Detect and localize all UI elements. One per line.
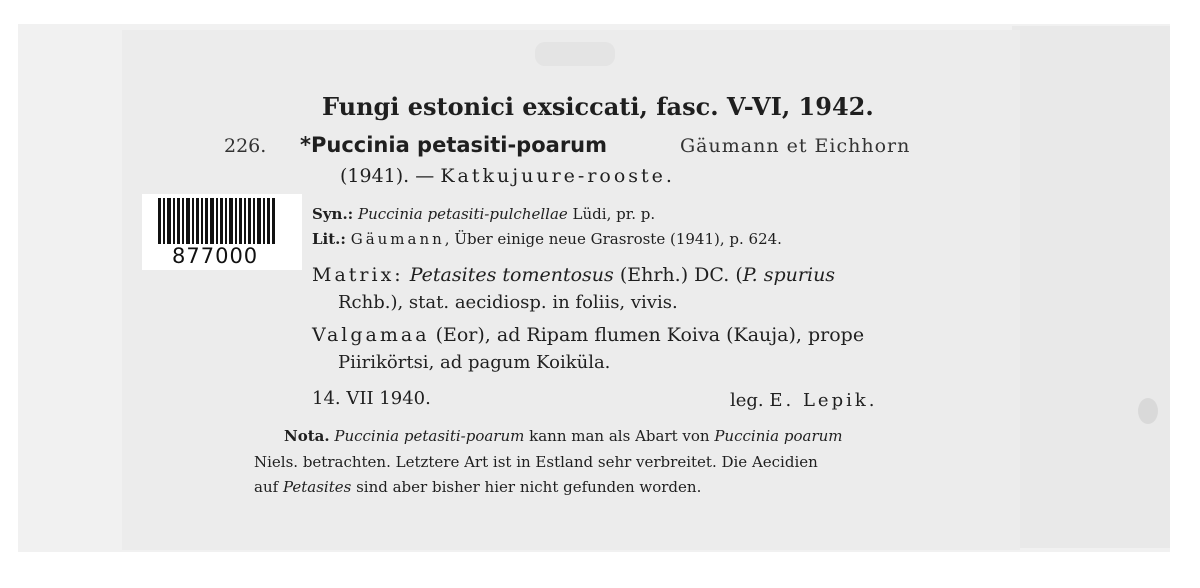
species-authors: Gäumann et Eichhorn bbox=[680, 135, 911, 157]
year-common-name: (1941). — Katkujuure-rooste. bbox=[340, 165, 675, 187]
barcode-number: 877000 bbox=[172, 244, 259, 268]
collection-date: 14. VII 1940. bbox=[312, 388, 431, 409]
locality-line: Valgamaa (Eor), ad Ripam flumen Koiva (Kauja), prope bbox=[312, 324, 865, 346]
barcode-label bbox=[142, 194, 302, 270]
synonym-line: Syn.: Puccinia petasiti-pulchellae Lüdi, pr. p. bbox=[312, 205, 656, 223]
literature-line: Lit.: Gäumann, Über einige neue Grasroste (1941), p. 624. bbox=[312, 230, 782, 248]
exsiccata-number: 226. bbox=[224, 135, 267, 157]
note-line-2: Niels. betrachten. Letztere Art ist in Estland sehr verbreitet. Die Aecidien bbox=[254, 453, 818, 471]
matrix-line: Matrix: Petasites tomentosus (Ehrh.) DC. (P. spurius bbox=[312, 264, 836, 286]
barcode-icon bbox=[158, 198, 277, 244]
paper-speck bbox=[1138, 398, 1158, 424]
species-name: *Puccinia petasiti-poarum bbox=[300, 133, 608, 157]
sheet-edge bbox=[1012, 26, 1170, 548]
label-title: Fungi estonici exsiccati, fasc. V-VI, 1942. bbox=[322, 92, 874, 121]
note-line-3: auf Petasites sind aber bisher hier nicht gefunden worden. bbox=[254, 478, 702, 496]
note-line-1: Nota. Puccinia petasiti-poarum kann man als Abart von Puccinia poarum bbox=[284, 427, 843, 445]
locality-line-2: Piirikörtsi, ad pagum Koiküla. bbox=[338, 352, 611, 373]
collector: leg. E. Lepik. bbox=[730, 390, 878, 411]
matrix-line-2: Rchb.), stat. aecidiosp. in foliis, vivis. bbox=[338, 292, 678, 313]
faint-stamp bbox=[535, 42, 615, 66]
